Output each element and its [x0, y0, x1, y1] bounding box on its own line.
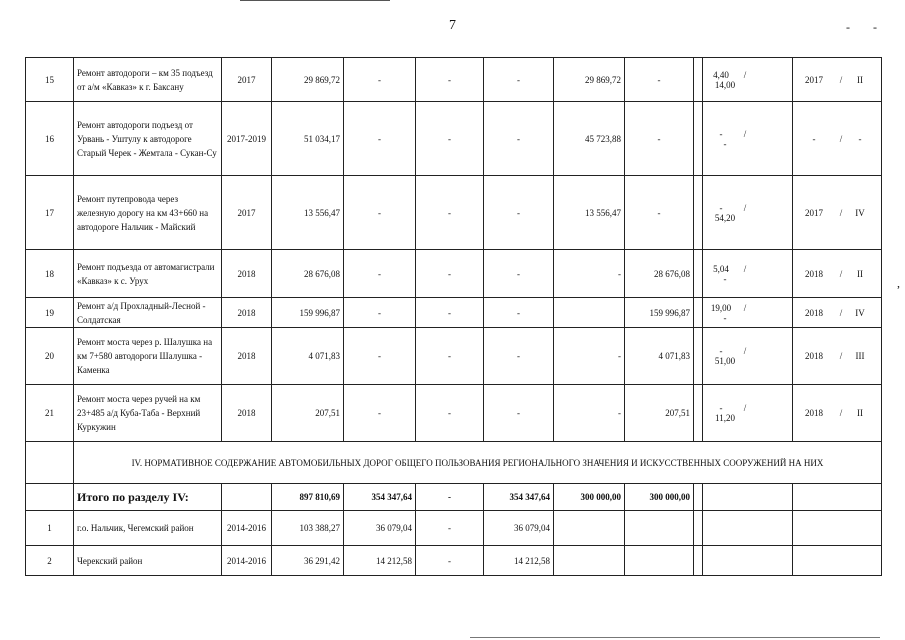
row-c4: 13 556,47: [554, 176, 625, 250]
row-c3: -: [484, 298, 554, 328]
term-sep: /: [839, 133, 843, 144]
term-sep: /: [839, 408, 843, 418]
length-b: 54,20: [714, 212, 736, 223]
row-total: 207,51: [272, 385, 344, 442]
row-total: 13 556,47: [272, 176, 344, 250]
row-c3: -: [484, 385, 554, 442]
table-row: [26, 546, 882, 576]
row-name: Ремонт автодороги – км 35 подъезд от а/м «Кавказ» к г. Баксану: [74, 58, 222, 102]
length-a: -: [719, 403, 723, 413]
row-total: 28 676,08: [272, 250, 344, 298]
total-c3: 354 347,64: [484, 484, 554, 511]
row-c1: -: [344, 328, 416, 385]
row-c5: 207,51: [625, 385, 694, 442]
row-number: 1: [26, 511, 74, 546]
row-c5: 159 996,87: [625, 298, 694, 328]
total-c5: 300 000,00: [625, 484, 694, 511]
row-c6: [694, 298, 703, 328]
row-c5: -: [625, 102, 694, 176]
total-year-cell: [222, 484, 272, 511]
row-term-pair: [793, 511, 882, 546]
row-c4: 45 723,88: [554, 102, 625, 176]
term-quarter: III: [855, 351, 865, 361]
row-c3: 14 212,58: [484, 546, 554, 576]
row-name: Ремонт подъезда от автомагистрали «Кавказ» к с. Урух: [74, 250, 222, 298]
row-c5: 4 071,83: [625, 328, 694, 385]
row-term-pair: [793, 546, 882, 576]
table-row: [26, 298, 882, 328]
table-row: [26, 385, 882, 442]
length-b: 11,20: [715, 413, 735, 423]
row-c6: [694, 546, 703, 576]
row-year: 2014-2016: [222, 511, 272, 546]
term-quarter: IV: [855, 307, 865, 318]
top-rule: [240, 0, 390, 2]
row-year: 2018: [222, 298, 272, 328]
row-c1: -: [344, 58, 416, 102]
row-c2: -: [416, 250, 484, 298]
row-number: 17: [26, 176, 74, 250]
length-b: 14,00: [714, 79, 736, 90]
row-c2: -: [416, 176, 484, 250]
total-num-cell: [26, 484, 74, 511]
total-p2: [793, 484, 882, 511]
row-length-pair: [703, 250, 793, 298]
row-c1: -: [344, 385, 416, 442]
length-sep: /: [743, 302, 747, 313]
term-quarter: -: [858, 133, 862, 144]
total-label: Итого по разделу IV:: [74, 484, 222, 511]
length-a: -: [719, 128, 723, 139]
term-sep: /: [839, 74, 843, 85]
length-sep: /: [743, 403, 747, 413]
term-year: -: [812, 133, 816, 144]
total-c2: -: [416, 484, 484, 511]
table-row: [26, 250, 882, 298]
row-year: 2018: [222, 385, 272, 442]
length-a: 4,40: [713, 69, 729, 80]
corner-marks: - -: [846, 20, 887, 34]
row-name: Ремонт моста через ручей на км 23+485 а/д Куба-Таба - Верхний Куркужин: [74, 385, 222, 442]
row-length-pair: [703, 511, 793, 546]
row-year: 2018: [222, 328, 272, 385]
row-c6: [694, 385, 703, 442]
row-c4: [554, 546, 625, 576]
length-b: 51,00: [714, 356, 736, 366]
row-year: 2018: [222, 250, 272, 298]
section-title: IV. НОРМАТИВНОЕ СОДЕРЖАНИЕ АВТОМОБИЛЬНЫХ ДОРОГ ОБЩЕГО ПОЛЬЗОВАНИЯ РЕГИОНАЛЬНОГО ЗНАЧЕНИЯ И ИСКУССТВЕННЫХ СООРУЖЕНИЙ НА НИХ: [74, 442, 882, 484]
row-total: 29 869,72: [272, 58, 344, 102]
row-c6: [694, 58, 703, 102]
total-amount: 897 810,69: [272, 484, 344, 511]
row-term-pair: [793, 176, 882, 250]
row-name: Ремонт моста через р. Шалушка на км 7+580 автодороги Шалушка - Каменка: [74, 328, 222, 385]
page-number: 7: [449, 18, 456, 33]
term-sep: /: [839, 351, 843, 361]
row-name: г.о. Нальчик, Чегемский район: [74, 511, 222, 546]
length-b: -: [723, 312, 727, 323]
total-c4: 300 000,00: [554, 484, 625, 511]
row-term-pair: [793, 250, 882, 298]
row-year: 2014-2016: [222, 546, 272, 576]
row-total: 103 388,27: [272, 511, 344, 546]
row-term-pair: [793, 385, 882, 442]
row-c3: -: [484, 58, 554, 102]
row-name: Черекский район: [74, 546, 222, 576]
row-c4: 29 869,72: [554, 58, 625, 102]
row-c4: [554, 511, 625, 546]
row-c2: -: [416, 102, 484, 176]
row-length-pair: [703, 546, 793, 576]
row-c1: -: [344, 102, 416, 176]
row-c2: -: [416, 58, 484, 102]
row-c5: -: [625, 176, 694, 250]
term-quarter: II: [857, 268, 863, 279]
length-sep: /: [743, 128, 747, 139]
row-c1: 36 079,04: [344, 511, 416, 546]
row-term-pair: [793, 328, 882, 385]
row-c2: -: [416, 511, 484, 546]
length-b: -: [723, 273, 727, 284]
row-c6: [694, 511, 703, 546]
term-sep: /: [839, 207, 843, 218]
term-sep: /: [839, 268, 843, 279]
row-length-pair: [703, 328, 793, 385]
term-quarter: II: [857, 74, 863, 85]
row-total: 36 291,42: [272, 546, 344, 576]
length-b: -: [723, 138, 727, 149]
row-c6: [694, 328, 703, 385]
length-a: 5,04: [713, 263, 729, 274]
table-row: [26, 176, 882, 250]
program-table: [25, 57, 882, 576]
table-row: [26, 102, 882, 176]
length-a: 19,00: [710, 302, 732, 313]
row-name: Ремонт путепровода через железную дорогу на км 43+660 на автодороге Нальчик - Майский: [74, 176, 222, 250]
term-year: 2018: [805, 408, 823, 418]
row-c3: 36 079,04: [484, 511, 554, 546]
bottom-rule: [470, 637, 880, 638]
length-sep: /: [743, 69, 747, 80]
row-c1: -: [344, 176, 416, 250]
row-number: 19: [26, 298, 74, 328]
section-total-row: [26, 484, 882, 511]
row-c5: 28 676,08: [625, 250, 694, 298]
row-year: 2017: [222, 176, 272, 250]
row-c5: [625, 511, 694, 546]
length-sep: /: [743, 346, 747, 356]
term-year: 2017: [805, 207, 823, 218]
row-total: 51 034,17: [272, 102, 344, 176]
row-length-pair: [703, 58, 793, 102]
row-c2: -: [416, 385, 484, 442]
row-total: 4 071,83: [272, 328, 344, 385]
row-number: 18: [26, 250, 74, 298]
row-c3: -: [484, 102, 554, 176]
row-c6: [694, 176, 703, 250]
row-year: 2017-2019: [222, 102, 272, 176]
section-heading-row: [26, 442, 882, 484]
length-a: -: [719, 202, 723, 213]
total-c6: [694, 484, 703, 511]
section-empty-cell: [26, 442, 74, 484]
row-c1: -: [344, 298, 416, 328]
term-quarter: II: [857, 408, 863, 418]
row-c6: [694, 250, 703, 298]
term-quarter: IV: [855, 207, 865, 218]
row-c3: -: [484, 250, 554, 298]
term-year: 2018: [805, 268, 823, 279]
row-name: Ремонт автодороги подъезд от Урвань - Уштулу к автодороге Старый Черек - Жемтала - Сукан-Су: [74, 102, 222, 176]
row-term-pair: [793, 58, 882, 102]
row-length-pair: [703, 102, 793, 176]
length-sep: /: [743, 263, 747, 274]
row-term-pair: [793, 102, 882, 176]
row-c1: 14 212,58: [344, 546, 416, 576]
term-sep: /: [839, 307, 843, 318]
row-length-pair: [703, 385, 793, 442]
row-c5: -: [625, 58, 694, 102]
length-sep: /: [743, 202, 747, 213]
row-year: 2017: [222, 58, 272, 102]
table-row: [26, 328, 882, 385]
row-c2: -: [416, 328, 484, 385]
row-number: 2: [26, 546, 74, 576]
row-c2: -: [416, 298, 484, 328]
row-length-pair: [703, 176, 793, 250]
table-row: [26, 511, 882, 546]
row-number: 15: [26, 58, 74, 102]
row-number: 20: [26, 328, 74, 385]
margin-mark: ,: [897, 276, 900, 290]
total-c1: 354 347,64: [344, 484, 416, 511]
row-term-pair: [793, 298, 882, 328]
row-length-pair: [703, 298, 793, 328]
row-name: Ремонт а/д Прохладный-Лесной - Солдатская: [74, 298, 222, 328]
row-total: 159 996,87: [272, 298, 344, 328]
length-a: -: [719, 346, 723, 356]
row-number: 21: [26, 385, 74, 442]
total-p1: [703, 484, 793, 511]
row-c3: -: [484, 328, 554, 385]
row-c6: [694, 102, 703, 176]
term-year: 2018: [805, 307, 823, 318]
term-year: 2018: [805, 351, 823, 361]
row-c2: -: [416, 546, 484, 576]
row-c3: -: [484, 176, 554, 250]
row-c4: -: [554, 385, 625, 442]
row-c4: -: [554, 328, 625, 385]
table-row: [26, 58, 882, 102]
row-c4: -: [554, 250, 625, 298]
row-c1: -: [344, 250, 416, 298]
term-year: 2017: [805, 74, 823, 85]
row-c5: [625, 546, 694, 576]
row-c4: [554, 298, 625, 328]
row-number: 16: [26, 102, 74, 176]
